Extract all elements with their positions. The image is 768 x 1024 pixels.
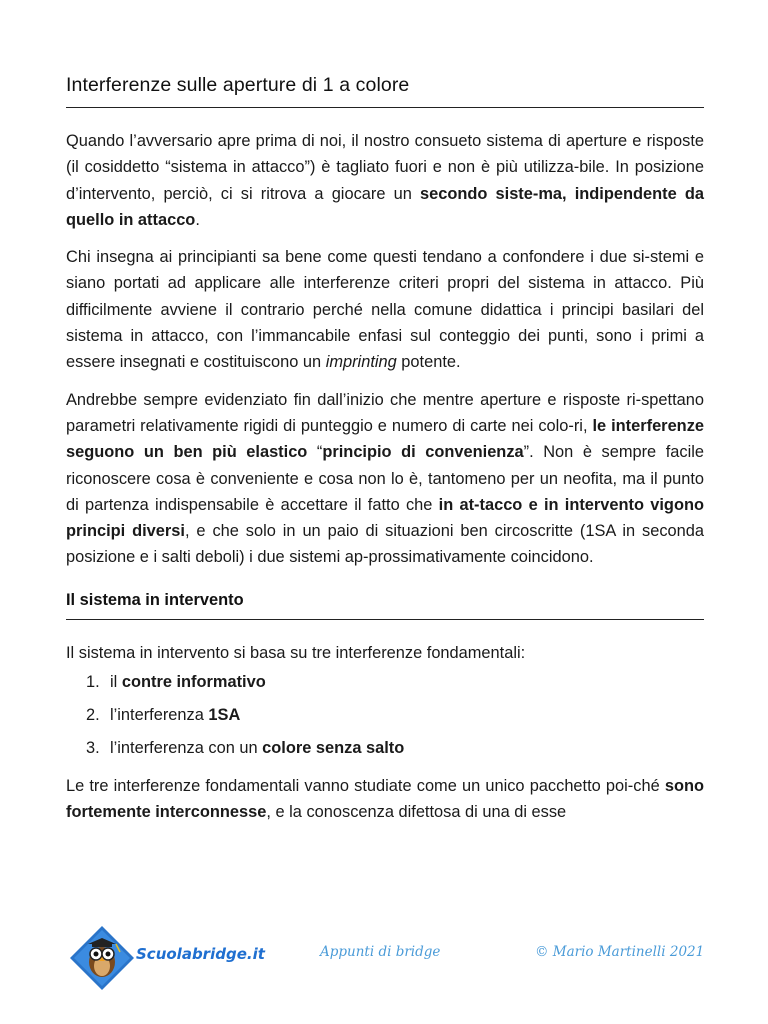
paragraph-4	[66, 773, 704, 826]
paragraph-1	[66, 128, 704, 233]
paragraph-1-bold: secondo siste-ma, indipendente da quello in attacco	[66, 184, 704, 229]
list-bold: 1SA	[208, 706, 241, 725]
paragraph-2-text-b: potente.	[396, 353, 461, 372]
paragraph-4-bold: sono fortemente interconnesse	[66, 777, 704, 822]
paragraph-2-italic: imprinting	[325, 353, 397, 372]
paragraph-3-bold-b: principio di convenienza	[322, 443, 524, 462]
paragraph-3-bold-a: le interferenze seguono un ben più elastico	[66, 416, 705, 462]
section-intro: Il sistema in intervento si basa su tre interferenze fondamentali:	[66, 643, 526, 662]
footer-center-text: Appunti di bridge	[320, 944, 441, 960]
paragraph-3-text-b: “	[307, 443, 323, 462]
paragraph-3-bold-c: in at-tacco e in intervento vigono principi diversi	[66, 495, 704, 541]
footer-brand: Scuolabridge.it	[136, 945, 265, 963]
list-item	[86, 704, 704, 727]
interference-list	[66, 671, 704, 760]
list-bold: colore senza salto	[262, 739, 405, 758]
paragraph-4-text-a: Le tre interferenze fondamentali vanno studiate come un unico pacchetto poi-ché	[66, 777, 665, 796]
list-text: l’interferenza	[110, 706, 209, 725]
page-content	[66, 74, 704, 826]
paragraph-2-text-a: Chi insegna ai principianti sa bene come questi tendano a confondere i due si-stemi e siano portati ad applicare alle interferenze criteri propri del sistema in attacco. Più difficilmente avviene il contrario perché nella comune didattica i principi basilari del sistema in attacco, con l’immancabile enfasi sul conteggio dei punti, sono i primi a essere insegnati e costituiscono un	[66, 248, 704, 372]
list-text: l’interferenza con un	[110, 739, 263, 758]
list-text: il	[110, 673, 122, 692]
list-bold: contre informativo	[121, 673, 266, 692]
paragraph-3-text-c: ”. Non è sempre facile riconoscere cosa è conveniente e cosa non lo è, tantomeno per un neofita, ma il punto di partenza indispensabile è accettare il fatto che	[66, 443, 704, 514]
page-title: Interferenze sulle aperture di 1 a colore	[66, 74, 704, 108]
footer-copyright: © Mario Martinelli 2021	[535, 944, 705, 960]
list-item	[86, 737, 704, 760]
section-heading: Il sistema in intervento	[66, 591, 704, 620]
paragraph-1-text-a: Quando l’avversario apre prima di noi, il nostro consueto sistema di aperture e risposte (il cosiddetto “sistema in attacco”) è tagliato fuori e non è più utilizza-bile. In posizione d’intervento, perciò, ci si ritrova a giocare un	[66, 132, 704, 203]
paragraph-4-text-b: , e la conoscenza difettosa di una di esse	[266, 803, 567, 822]
list-number: 1.	[86, 673, 100, 692]
page-footer	[0, 920, 768, 990]
list-number: 3.	[86, 739, 100, 758]
list-item	[86, 671, 704, 694]
paragraph-3	[66, 387, 704, 571]
paragraph-3-text-d: , e che solo in un paio di situazioni ben circoscritte (1SA in seconda posizione e i salti deboli) i due sistemi ap-prossimativamente coincidono.	[66, 522, 704, 567]
list-number: 2.	[86, 706, 100, 725]
paragraph-2	[66, 244, 704, 375]
paragraph-1-text-b: .	[195, 210, 200, 229]
paragraph-3-text-a: Andrebbe sempre evidenziato fin dall’inizio che mentre aperture e risposte ri-spettano parametri relativamente rigidi di punteggio e numero di carte nei colo-ri,	[66, 390, 704, 435]
owl-logo-icon	[68, 924, 136, 992]
